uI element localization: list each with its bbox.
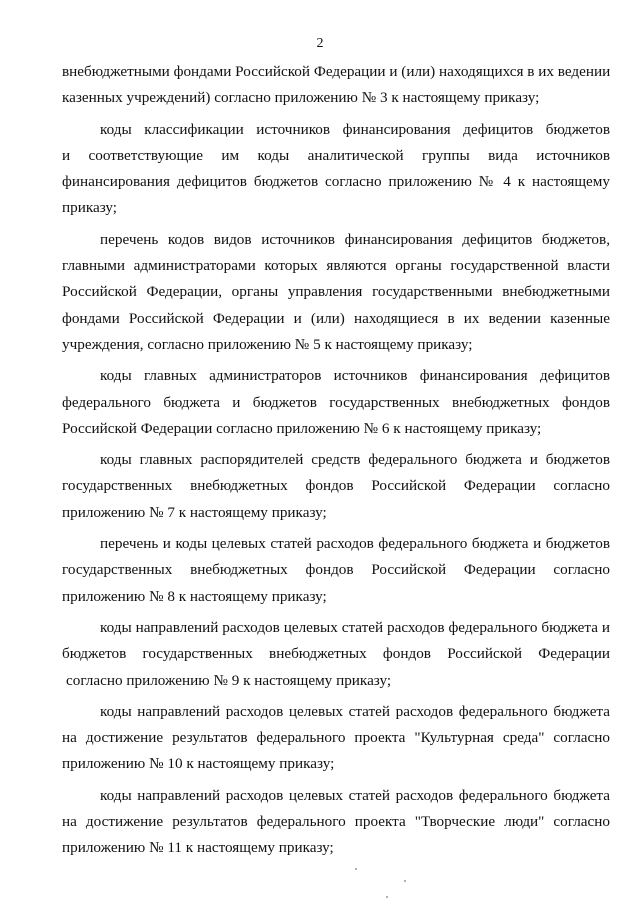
text-line: приказу; <box>62 199 118 217</box>
text-line: государственных внебюджетных фондов Российской Федерации согласно <box>62 561 610 579</box>
paragraph <box>62 363 610 442</box>
text-line: на достижение результатов федерального проекта "Творческие люди" согласно <box>62 813 610 831</box>
document-body <box>62 59 610 867</box>
scan-speck <box>404 880 406 882</box>
text-line: государственных внебюджетных фондов Российской Федерации согласно <box>62 477 610 495</box>
text-line: федерального бюджета и бюджетов государственных внебюджетных фондов <box>62 393 610 411</box>
paragraph <box>62 59 610 112</box>
text-line: коды главных администраторов источников финансирования дефицитов <box>100 367 610 385</box>
text-line: учреждения, согласно приложению № 5 к настоящему приказу; <box>62 335 473 353</box>
text-line: приложению № 11 к настоящему приказу; <box>62 839 334 857</box>
text-line: и соответствующие им коды аналитической группы вида источников <box>62 146 610 164</box>
text-line: казенных учреждений) согласно приложению № 3 к настоящему приказу; <box>62 89 540 107</box>
text-line: коды направлений расходов целевых статей расходов федерального бюджета и <box>100 618 610 636</box>
text-line: Российской Федерации согласно приложению № 6 к настоящему приказу; <box>62 419 542 437</box>
text-line: приложению № 8 к настоящему приказу; <box>62 587 327 605</box>
text-line: финансирования дефицитов бюджетов согласно приложению № 4 к настоящему <box>62 173 610 191</box>
paragraph <box>62 783 610 862</box>
text-line: коды направлений расходов целевых статей расходов федерального бюджета <box>100 702 610 720</box>
text-line: перечень и коды целевых статей расходов федерального бюджета и бюджетов <box>100 535 610 553</box>
text-line: фондами Российской Федерации и (или) находящиеся в их ведении казенные <box>62 309 610 327</box>
page-number: 2 <box>316 36 324 51</box>
text-line: на достижение результатов федерального проекта "Культурная среда" согласно <box>62 729 610 747</box>
scan-speck <box>386 896 388 898</box>
text-line: приложению № 10 к настоящему приказу; <box>62 755 335 773</box>
paragraph <box>62 117 610 222</box>
text-line: согласно приложению № 9 к настоящему приказу; <box>66 671 392 689</box>
text-line: коды главных распорядителей средств федерального бюджета и бюджетов <box>100 451 610 469</box>
paragraph <box>62 531 610 610</box>
paragraph <box>62 615 610 694</box>
text-line: перечень кодов видов источников финансирования дефицитов бюджетов, <box>100 230 610 248</box>
text-line: коды классификации источников финансирования дефицитов бюджетов <box>100 120 610 138</box>
text-line: бюджетов государственных внебюджетных фондов Российской Федерации <box>62 645 610 663</box>
text-line: приложению № 7 к настоящему приказу; <box>62 503 327 521</box>
text-line: главными администраторами которых являются органы государственной власти <box>62 257 610 275</box>
paragraph <box>62 227 610 358</box>
text-line: внебюджетными фондами Российской Федерации и (или) находящихся в их ведении <box>62 63 610 80</box>
scan-speck <box>355 868 357 870</box>
text-line: Российской Федерации, органы управления государственными внебюджетными <box>62 283 610 301</box>
text-line: коды направлений расходов целевых статей расходов федерального бюджета <box>100 786 610 804</box>
paragraph <box>62 447 610 526</box>
paragraph <box>62 699 610 778</box>
